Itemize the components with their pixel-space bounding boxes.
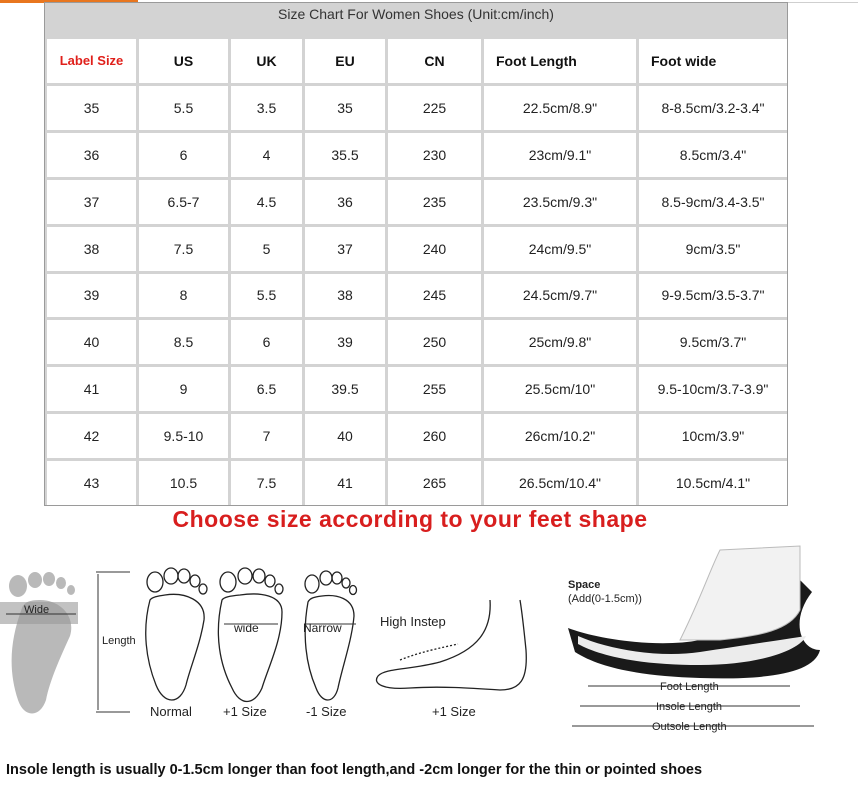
high-instep-label: High Instep <box>380 614 446 629</box>
narrow-foot-icon <box>305 571 357 700</box>
table-cell: 9-9.5cm/3.5-3.7" <box>639 274 787 318</box>
table-cell: 26.5cm/10.4" <box>484 461 636 505</box>
table-title: Size Chart For Women Shoes (Unit:cm/inch) <box>278 6 554 22</box>
table-cell: 5.5 <box>139 86 228 130</box>
table-cell: 5.5 <box>231 274 302 318</box>
table-cell: 230 <box>388 133 481 177</box>
wide-caption: +1 Size <box>223 704 267 719</box>
table-cell: 260 <box>388 414 481 458</box>
footer-note: Insole length is usually 0-1.5cm longer than foot length,and -2cm longer for the thin or pointed shoes <box>6 762 703 778</box>
table-cell: 9 <box>139 367 228 411</box>
table-cell: 8.5 <box>139 320 228 364</box>
shoe-cross-section-icon <box>568 546 820 678</box>
table-cell: 24cm/9.5" <box>484 227 636 271</box>
table-cell: 39.5 <box>305 367 385 411</box>
footprint-icon <box>9 572 75 714</box>
table-cell: 245 <box>388 274 481 318</box>
table-cell: 36 <box>305 180 385 224</box>
header-cell: Foot wide <box>639 39 787 83</box>
table-cell: 40 <box>305 414 385 458</box>
header-cell: EU <box>305 39 385 83</box>
table-cell: 35 <box>47 86 136 130</box>
table-cell: 23.5cm/9.3" <box>484 180 636 224</box>
narrow-foot-label: Narrow <box>303 621 342 635</box>
outsole-length-label: Outsole Length <box>652 721 727 733</box>
table-cell: 6 <box>231 320 302 364</box>
table-cell: 7.5 <box>139 227 228 271</box>
table-cell: 265 <box>388 461 481 505</box>
table-cell: 10cm/3.9" <box>639 414 787 458</box>
table-cell: 26cm/10.2" <box>484 414 636 458</box>
headline: Choose size according to your feet shape <box>172 506 648 532</box>
table-cell: 6.5 <box>231 367 302 411</box>
table-cell: 10.5cm/4.1" <box>639 461 787 505</box>
table-cell: 5 <box>231 227 302 271</box>
table-cell: 6 <box>139 133 228 177</box>
header-cell: UK <box>231 39 302 83</box>
table-cell: 9.5-10 <box>139 414 228 458</box>
table-cell: 10.5 <box>139 461 228 505</box>
table-cell: 43 <box>47 461 136 505</box>
table-cell: 9.5-10cm/3.7-3.9" <box>639 367 787 411</box>
wide-label: Wide <box>24 604 50 616</box>
size-chart-table <box>44 2 788 506</box>
table-cell: 235 <box>388 180 481 224</box>
table-cell: 7 <box>231 414 302 458</box>
table-cell: 8-8.5cm/3.2-3.4" <box>639 86 787 130</box>
table-cell: 39 <box>305 320 385 364</box>
table-cell: 8.5-9cm/3.4-3.5" <box>639 180 787 224</box>
insole-length-label: Insole Length <box>656 701 723 713</box>
table-cell: 41 <box>305 461 385 505</box>
wide-foot-label: wide <box>234 621 259 635</box>
table-cell: 4 <box>231 133 302 177</box>
instep-caption: +1 Size <box>432 704 476 719</box>
foot-shape-illustrations <box>0 540 858 740</box>
table-cell: 39 <box>47 274 136 318</box>
table-cell: 41 <box>47 367 136 411</box>
table-cell: 23cm/9.1" <box>484 133 636 177</box>
table-cell: 6.5-7 <box>139 180 228 224</box>
table-cell: 250 <box>388 320 481 364</box>
table-cell: 240 <box>388 227 481 271</box>
table-cell: 7.5 <box>231 461 302 505</box>
header-cell: CN <box>388 39 481 83</box>
table-cell: 4.5 <box>231 180 302 224</box>
table-cell: 37 <box>305 227 385 271</box>
table-cell: 9cm/3.5" <box>639 227 787 271</box>
table-cell: 225 <box>388 86 481 130</box>
length-label: Length <box>102 635 136 647</box>
header-cell: US <box>139 39 228 83</box>
table-cell: 35.5 <box>305 133 385 177</box>
table-cell: 38 <box>47 227 136 271</box>
table-cell: 37 <box>47 180 136 224</box>
table-cell: 40 <box>47 320 136 364</box>
narrow-caption: -1 Size <box>306 704 347 719</box>
table-cell: 22.5cm/8.9" <box>484 86 636 130</box>
normal-foot-icon <box>146 568 207 700</box>
table-cell: 8 <box>139 274 228 318</box>
table-cell: 42 <box>47 414 136 458</box>
table-cell: 25.5cm/10" <box>484 367 636 411</box>
size-chart-grid <box>47 39 785 505</box>
table-cell: 255 <box>388 367 481 411</box>
table-cell: 38 <box>305 274 385 318</box>
table-cell: 35 <box>305 86 385 130</box>
table-cell: 9.5cm/3.7" <box>639 320 787 364</box>
foot-length-label: Foot Length <box>660 681 719 693</box>
table-cell: 3.5 <box>231 86 302 130</box>
space-sub-label: (Add(0-1.5cm)) <box>568 593 642 605</box>
table-cell: 24.5cm/9.7" <box>484 274 636 318</box>
header-cell: Foot Length <box>484 39 636 83</box>
table-cell: 25cm/9.8" <box>484 320 636 364</box>
table-cell: 8.5cm/3.4" <box>639 133 787 177</box>
space-label: Space <box>568 579 601 591</box>
normal-caption: Normal <box>150 704 192 719</box>
header-cell: Label Size <box>47 39 136 83</box>
table-cell: 36 <box>47 133 136 177</box>
